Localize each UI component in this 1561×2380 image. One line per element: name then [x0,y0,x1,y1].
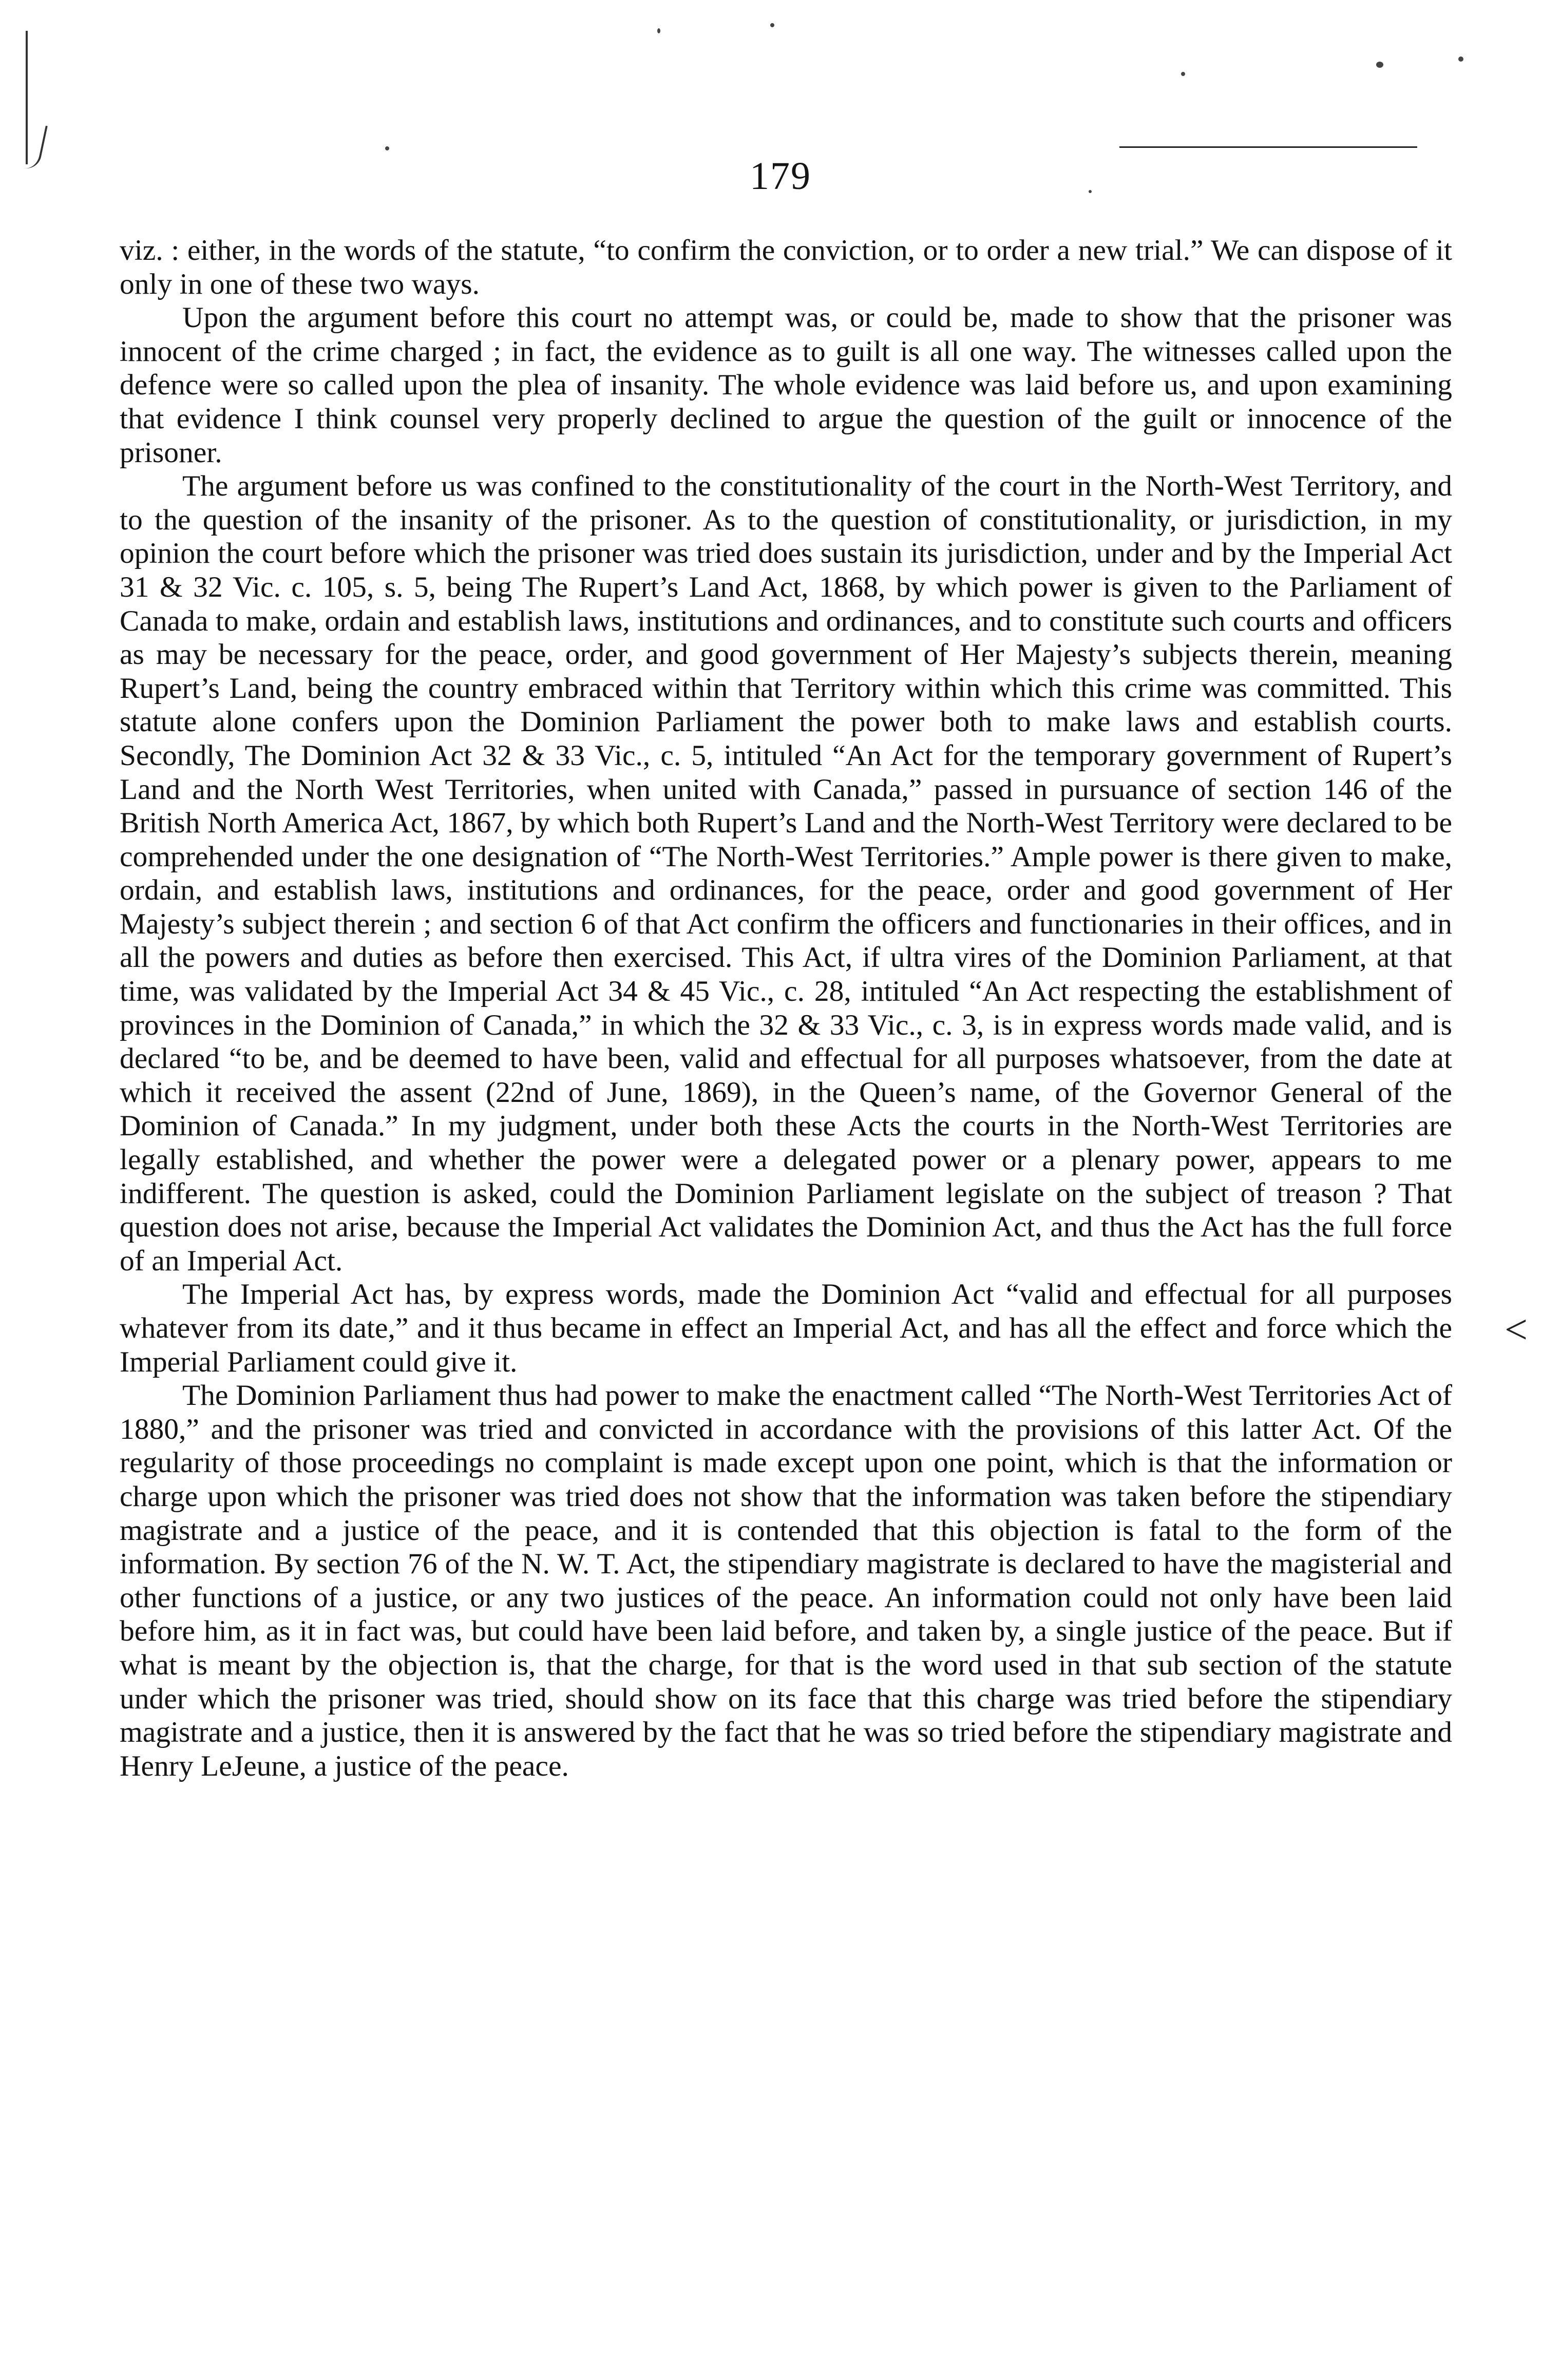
paragraph: Upon the argument before this court no attempt was, or could be, made to show that the prisoner was innocent of the crime charged ; in fact, the evidence as to guilt is all one way. The witnesses called upon the defence were so called upon the plea of insanity. The whole evidence was laid before us, and upon examining that evidence I think counsel very properly declined to argue the question of the guilt or innocence of the prisoner. [120,301,1452,469]
ink-speck [770,23,774,27]
ink-speck [385,146,389,150]
body-text [120,234,1452,1783]
ink-speck [1376,62,1383,68]
margin-arrow-mark: < [1505,1307,1528,1353]
ink-speck [1181,72,1185,76]
header-rule [1119,146,1417,148]
paragraph: The Imperial Act has, by express words, made the Dominion Act “valid and effectual for all purposes whatever from its date,” and it thus became in effect an Imperial Act, and has all the effect and force which the Imperial Parliament could give it. [120,1278,1452,1378]
paragraph: The argument before us was confined to the constitutionality of the court in the North-West Territory, and to the question of the insanity of the prisoner. As to the question of constitutionality, or jurisdiction, in my opinion the court before which the prisoner was tried does sustain its jurisdiction, under and by the Imperial Act 31 & 32 Vic. c. 105, s. 5, being The Rupert’s Land Act, 1868, by which power is given to the Parliament of Canada to make, ordain and establish laws, institutions and ordinances, and to constitute such courts and officers as may be necessary for the peace, order, and good government of Her Majesty’s subjects therein, meaning Rupert’s Land, being the country embraced within that Territory within which this crime was committed. This statute alone confers upon the Dominion Parliament the power both to make laws and establish courts. Secondly, The Dominion Act 32 & 33 Vic., c. 5, intituled “An Act for the temporary government of Rupert’s Land and the North West Territories, when united with Canada,” passed in pursuance of section 146 of the British North America Act, 1867, by which both Rupert’s Land and the North-West Territory were declared to be comprehended under the one designation of “The North-West Territories.” Ample power is there given to make, ordain, and establish laws, institutions and ordinances, for the peace, order and good government of Her Majesty’s subject therein ; and section 6 of that Act confirm the officers and functionaries in their offices, and in all the powers and duties as before then exercised. This Act, if ultra vires of the Dominion Parliament, at that time, was validated by the Imperial Act 34 & 45 Vic., c. 28, intituled “An Act respecting the establishment of provinces in the Dominion of Canada,” in which the 32 & 33 Vic., c. 3, is in express words made valid, and is declared “to be, and be deemed to have been, valid and effectual for all purposes whatsoever, from the date at which it received the assent (22nd of June, 1869), in the Queen’s name, of the Governor General of the Dominion of Canada.” In my judgment, under both these Acts the courts in the North-West Territories are legally established, and whether the power were a delegated power or a plenary power, appears to me indifferent. The question is asked, could the Dominion Parliament legislate on the subject of treason ? That question does not arise, because the Imperial Act validates the Dominion Act, and thus the Act has the full force of an Imperial Act. [120,470,1452,1277]
ink-speck [1458,56,1463,62]
page-number: 179 [750,155,811,198]
ink-speck [657,28,660,33]
paragraph: viz. : either, in the words of the statute, “to confirm the conviction, or to order a new trial.” We can dispose of it only in one of these two ways. [120,234,1452,300]
paragraph: The Dominion Parliament thus had power to make the enactment called “The North-West Territories Act of 1880,” and the prisoner was tried and convicted in accordance with the provisions of this latter Act. Of the regularity of those proceedings no complaint is made except upon one point, which is that the information or charge upon which the prisoner was tried does not show that the information was taken before the stipendiary magistrate and a justice of the peace, and it is contended that this objection is fatal to the form of the information. By section 76 of the N. W. T. Act, the stipendiary magistrate is declared to have the magisterial and other functions of a justice, or any two justices of the peace. An information could not only have been laid before him, as it in fact was, but could have been laid before, and taken by, a single justice of the peace. But if what is meant by the objection is, that the charge, for that is the word used in that sub section of the statute under which the prisoner was tried, should show on its face that this charge was tried before the stipendiary magistrate and a justice, then it is answered by the fact that he was so tried before the stipendiary magistrate and Henry LeJeune, a justice of the peace. [120,1379,1452,1782]
